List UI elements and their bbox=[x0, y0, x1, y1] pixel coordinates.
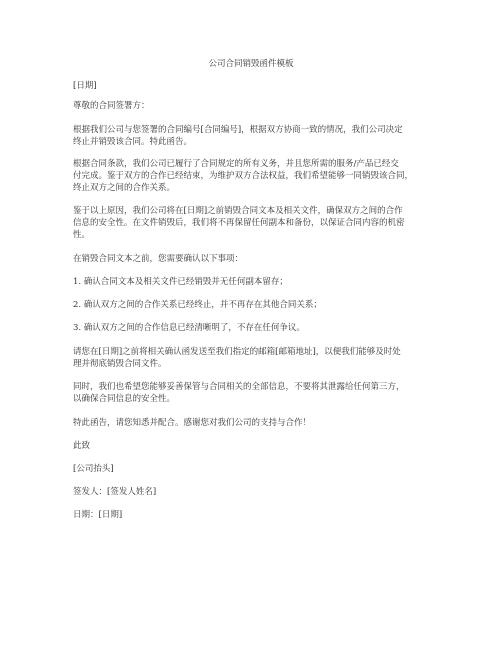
paragraph-4-line-1: 在销毁合同文本之前，您需要确认以下事项： bbox=[73, 254, 244, 264]
paragraph-2-line-1: 根据合同条款，我们公司已履行了合同规定的所有义务，并且您所需的服务/产品已经交 bbox=[73, 159, 399, 169]
document-title: 公司合同销毁函件模板 bbox=[208, 59, 294, 69]
closing-paragraph-1-line-1: 请您在[日期]之前将相关确认函发送至我们指定的邮箱[邮箱地址]，以便我们能够及时处 bbox=[73, 347, 401, 357]
closing-word: 此致 bbox=[73, 441, 91, 451]
paragraph-1-line-2: 终止并销毁该合同。特此函告。 bbox=[73, 137, 193, 147]
confirmation-item-2: 2. 确认双方之间的合作关系已经终止，并不再存在其他合同关系； bbox=[73, 300, 322, 310]
signer-line: 签发人：[签发人姓名] bbox=[73, 487, 157, 497]
closing-paragraph-2-line-2: 以确保合同信息的安全性。 bbox=[73, 394, 176, 404]
confirmation-item-3: 3. 确认双方之间的合作信息已经清晰明了，不存在任何争议。 bbox=[73, 323, 305, 333]
paragraph-3-line-1: 鉴于以上原因，我们公司将在[日期]之前销毁合同文本及相关文件，确保双方之间的合作 bbox=[73, 206, 403, 216]
company-header: [公司抬头] bbox=[73, 464, 114, 474]
closing-paragraph-1-line-2: 理并彻底销毁合同文件。 bbox=[73, 359, 167, 369]
signed-date-line: 日期：[日期] bbox=[73, 510, 123, 520]
paragraph-2-line-2: 付完成。鉴于双方的合作已经结束，为维护双方合法权益，我们希望能够一同销毁该合同， bbox=[73, 171, 414, 181]
closing-paragraph-3-line-1: 特此函告，请您知悉并配合。感谢您对我们公司的支持与合作！ bbox=[73, 418, 312, 428]
confirmation-item-1: 1. 确认合同文本及相关文件已经销毁并无任何副本留存； bbox=[73, 277, 288, 287]
salutation: 尊敬的合同签署方： bbox=[73, 101, 150, 111]
paragraph-1-line-1: 根据我们公司与您签署的合同编号[合同编号]，根据双方协商一致的情况，我们公司决定 bbox=[73, 125, 403, 135]
paragraph-3-line-2: 信息的安全性。在文件销毁后，我们将不再保留任何副本和备份，以保证合同内容的机密 bbox=[73, 218, 405, 228]
paragraph-2-line-3: 终止双方之间的合作关系。 bbox=[73, 183, 176, 193]
date-placeholder: [日期] bbox=[73, 81, 97, 91]
paragraph-3-line-3: 性。 bbox=[73, 230, 91, 240]
closing-paragraph-2-line-1: 同时，我们也希望您能够妥善保管与合同相关的全部信息，不要将其泄露给任何第三方， bbox=[73, 382, 405, 392]
